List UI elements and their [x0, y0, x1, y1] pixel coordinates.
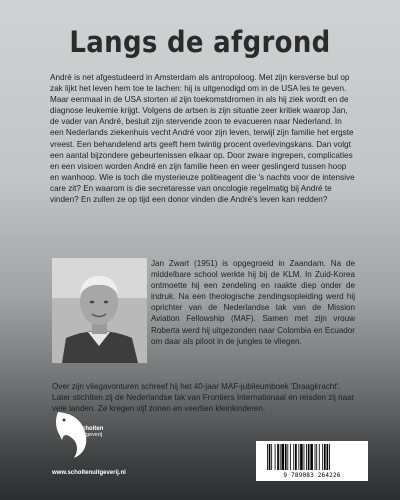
author-portrait-icon [52, 258, 147, 363]
publisher-name-main: Scholten [78, 426, 104, 432]
book-title: Langs de afgrond [69, 26, 331, 60]
author-photo [52, 258, 147, 363]
barcode-icon [266, 444, 358, 472]
publisher-name-sub: Uitgeverij [79, 432, 103, 438]
isbn-barcode [256, 441, 368, 481]
publisher-name [78, 426, 103, 438]
author-bio-continued: Over zijn vliegavonturen schreef hij het 40-jaar MAF-jubileumboek 'Draagkracht'. Later stichtten zij de Nederlandse tak van Frontiers Internationaal en reisden zij naar vele landen. Ze kregen vijf zonen en veertien kleinkinderen. [52, 382, 355, 414]
book-blurb: André is net afgestudeerd in Amsterdam als antropoloog. Met zijn kersverse bul op zak lijkt het leven hem toe te lachen: hij is uitgenodigd om in de USA les te geven. Maar eenmaal in de USA storten al zijn toekomstdromen in als hij ziek wordt en de diagnose leukemie krijgt. Volgens de artsen is zijn situatie zeer kritiek waarop Jan, de vader van André, besluit zijn stervende zoon te evacueren naar Nederland. In een Nederlands ziekenhuis vecht André voor zijn leven, terwijl zijn familie het ergste vreest. Een behandelend arts geeft hem twintig procent overlevingskans. Dan volgt een aantal bijzondere gebeurtenissen elkaar op. Door zware ingrepen, complicaties en een visioen worden André en zijn familie heen en weer geslingerd tussen hoop en wanhoop. Wie is toch die mysterieuze politieagent die 's nachts voor de intensive care zit? En waarom is die secretaresse van oncologie regelmatig bij André te vinden? En zullen ze op tijd een donor vinden die André's leven kan redden? [50, 73, 355, 205]
isbn-number: 9 789083 264226 [283, 472, 341, 479]
publisher-website[interactable]: www.scholtenuitgeverij.nl [52, 470, 126, 476]
author-bio: Jan Zwart (1951) is opgegroeid in Zaandam. Na de middelbare school werkte hij bij de KLM. In Zuid-Korea ontmoette hij een zendeling en raakte diep onder de indruk. Na een theologische zendingsopleiding werd hij oprichter van de Nederlandse tak van de Mission Aviation Fellowship (MAF). Samen met zijn vrouw Roberta werd hij uitgezonden naar Colombia en Ecuador om daar als piloot in de jungles te vliegen. [151, 259, 355, 346]
